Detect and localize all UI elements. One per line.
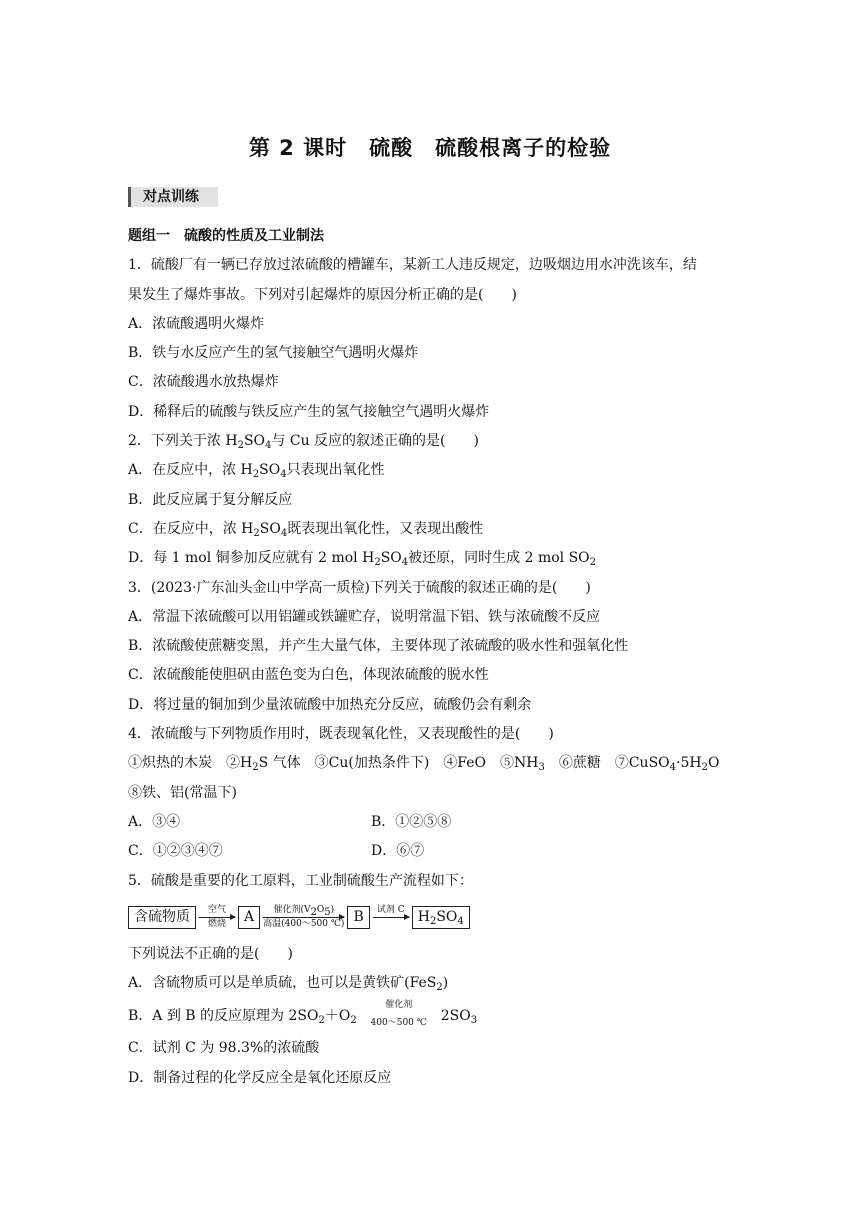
flow-arrow-2-top <box>273 905 335 919</box>
q5-question: 下列说法不正确的是( ) <box>128 945 293 962</box>
q2-option-c <box>128 515 748 544</box>
q3-option-b: B．浓硫酸使蔗糖变黑，并产生大量气体，主要体现了浓硫酸的吸水性和强氧化性 <box>128 638 629 655</box>
q2-option-c-text: SO <box>259 520 281 537</box>
q2-stem <box>128 427 748 456</box>
subscript: 4 <box>457 916 464 928</box>
exercise-content <box>128 222 748 1093</box>
reaction-condition-top: 催化剂 <box>385 1000 413 1011</box>
q2-stem-text: SO <box>243 433 266 450</box>
arrow-line <box>263 917 344 918</box>
q2-option-a-text: 只表现出氧化性 <box>286 462 385 479</box>
q1-option-b: B．铁与水反应产生的氢气接触空气遇明火爆炸 <box>128 345 419 362</box>
q4-items-text: S 气体 ③Cu(加热条件下) ④FeO ⑤NH <box>258 755 539 772</box>
subscript: 2 <box>589 557 597 569</box>
q4-option-c: C．①②③④⑦ <box>128 843 223 860</box>
q4-option-b: B．①②⑤⑧ <box>371 813 452 830</box>
q1-stem-line2: 果发生了爆炸事故。下列对引起爆炸的原因分析正确的是( ) <box>128 286 517 303</box>
q5-option-a <box>128 969 748 998</box>
flow-node-start: 含硫物质 <box>128 906 196 929</box>
q2-stem-text: 与 Cu 反应的叙述正确的是( ) <box>271 433 479 450</box>
subscript: 4 <box>265 440 272 452</box>
q4-stem: 4．浓硫酸与下列物质作用时，既表现氧化性，又表现酸性的是( ) <box>128 726 554 743</box>
q5-option-b-text: B．A 到 B 的反应原理为 2SO <box>128 1008 319 1025</box>
subscript: 2 <box>318 1015 325 1027</box>
q5-option-c: C．试剂 C 为 98.3%的浓硫酸 <box>128 1040 320 1057</box>
section-tag: 对点训练 <box>128 187 218 207</box>
flow-arrow-1-bottom: 燃烧 <box>207 919 226 930</box>
q4-items-text: ·5H <box>676 755 702 772</box>
q5-option-b <box>128 998 748 1034</box>
q2-stem-text: 2．下列关于浓 H <box>128 433 238 450</box>
flow-node-end-text: H <box>417 909 430 926</box>
q4-options-row1 <box>128 808 748 837</box>
q2-option-d-text: SO <box>380 550 402 567</box>
q4-items-text: O <box>707 755 720 772</box>
q2-option-d <box>128 544 748 573</box>
subscript: 2 <box>252 762 259 774</box>
subscript: 4 <box>280 527 288 539</box>
subscript: 2 <box>701 762 708 774</box>
q3-option-a: A．常温下浓硫酸可以用铝罐或铁罐贮存，说明常温下铝、铁与浓硫酸不反应 <box>128 608 601 625</box>
q4-option-d: D．⑥⑦ <box>371 843 425 860</box>
flow-arrow-2-top-text: ) <box>330 905 335 916</box>
q1-option-a: A．浓硫酸遇明火爆炸 <box>128 315 265 332</box>
reaction-condition <box>369 999 429 1029</box>
q4-items-text: ①炽热的木炭 ②H <box>128 755 253 772</box>
subscript: 3 <box>470 1015 478 1027</box>
q5-option-b-text: ＋O <box>324 1008 351 1025</box>
q2-option-a-text: SO <box>259 462 281 479</box>
q2-option-a <box>128 456 748 485</box>
group-title: 题组一 硫酸的性质及工业制法 <box>128 228 324 244</box>
flow-arrow-3-bottom <box>389 919 392 930</box>
page-title: 第 2 课时 硫酸 硫酸根离子的检验 <box>248 136 612 160</box>
q4-options-row2 <box>128 837 748 866</box>
process-flow-diagram <box>128 896 748 940</box>
subscript: 2 <box>374 557 381 569</box>
q2-option-a-text: A．在反应中，浓 H <box>128 462 253 479</box>
q1-option-c: C．浓硫酸遇水放热爆炸 <box>128 374 279 391</box>
subscript: 2 <box>237 440 244 452</box>
q5-option-a-text: A．含硫物质可以是单质硫，也可以是黄铁矿(FeS <box>128 975 437 992</box>
q3-option-d: D．将过量的铜加到少量浓硫酸中加热充分反应，硫酸仍会有剩余 <box>128 696 532 713</box>
subscript: 2 <box>429 916 437 928</box>
subscript: 2 <box>253 527 260 539</box>
subscript: 4 <box>669 762 677 774</box>
subscript: 4 <box>280 469 287 481</box>
subscript: 4 <box>401 557 409 569</box>
q5-option-a-text: ) <box>442 975 449 992</box>
subscript: 3 <box>538 762 545 774</box>
flow-arrow-2-top-text: 催化剂(V <box>273 905 311 916</box>
arrow-line <box>199 917 235 918</box>
q5-option-b-text: 2SO <box>440 1008 471 1025</box>
subscript: 5 <box>324 907 331 919</box>
q4-items-line2: ⑧铁、铝(常温下) <box>128 784 237 801</box>
subscript: 2 <box>310 907 317 919</box>
flow-arrow-2-top-text: O <box>316 905 325 916</box>
q2-option-c-text: C．在反应中，浓 H <box>128 520 254 537</box>
q3-stem: 3．(2023·广东汕头金山中学高一质检)下列关于硫酸的叙述正确的是( ) <box>128 579 591 596</box>
q4-items-line1 <box>128 749 748 778</box>
flow-arrow-1-top: 空气 <box>207 905 226 916</box>
flow-node-b: B <box>347 906 369 929</box>
q1-option-d: D．稀释后的硫酸与铁反应产生的氢气接触空气遇明火爆炸 <box>128 403 490 420</box>
flow-arrow-3 <box>373 905 409 930</box>
q2-option-b: B．此反应属于复分解反应 <box>128 491 293 508</box>
reaction-condition-bottom: 400～500 ℃ <box>370 1018 427 1029</box>
subscript: 2 <box>350 1015 357 1027</box>
q5-option-d: D．制备过程的化学反应全是氧化还原反应 <box>128 1069 392 1086</box>
q4-option-a: A．③④ <box>128 813 181 830</box>
flow-arrow-3-top: 试剂 C <box>376 905 405 916</box>
q4-items-text: ⑥蔗糖 ⑦CuSO <box>544 755 670 772</box>
flow-node-end-text: SO <box>436 909 458 926</box>
flow-node-end <box>412 906 470 929</box>
q5-stem: 5．硫酸是重要的化工原料，工业制硫酸生产流程如下： <box>128 872 473 889</box>
q3-option-c: C．浓硫酸能使胆矾由蓝色变为白色，体现浓硫酸的脱水性 <box>128 667 489 684</box>
subscript: 2 <box>436 982 443 994</box>
q2-option-c-text: 既表现出氧化性，又表现出酸性 <box>287 520 484 537</box>
q2-option-d-text: D．每 1 mol 铜参加反应就有 2 mol H <box>128 550 375 567</box>
flow-arrow-2-bottom: 高温(400～500 ℃) <box>263 919 345 930</box>
flow-arrow-1 <box>199 905 235 930</box>
q1-stem-line1: 1．硫酸厂有一辆已存放过浓硫酸的槽罐车，某新工人违反规定，边吸烟边用水冲洗该车，结 <box>128 257 697 274</box>
flow-arrow-2 <box>263 905 344 930</box>
q2-option-d-text: 被还原，同时生成 2 mol SO <box>408 550 590 567</box>
subscript: 2 <box>252 469 260 481</box>
arrow-line <box>373 917 409 918</box>
flow-node-a: A <box>238 906 260 929</box>
